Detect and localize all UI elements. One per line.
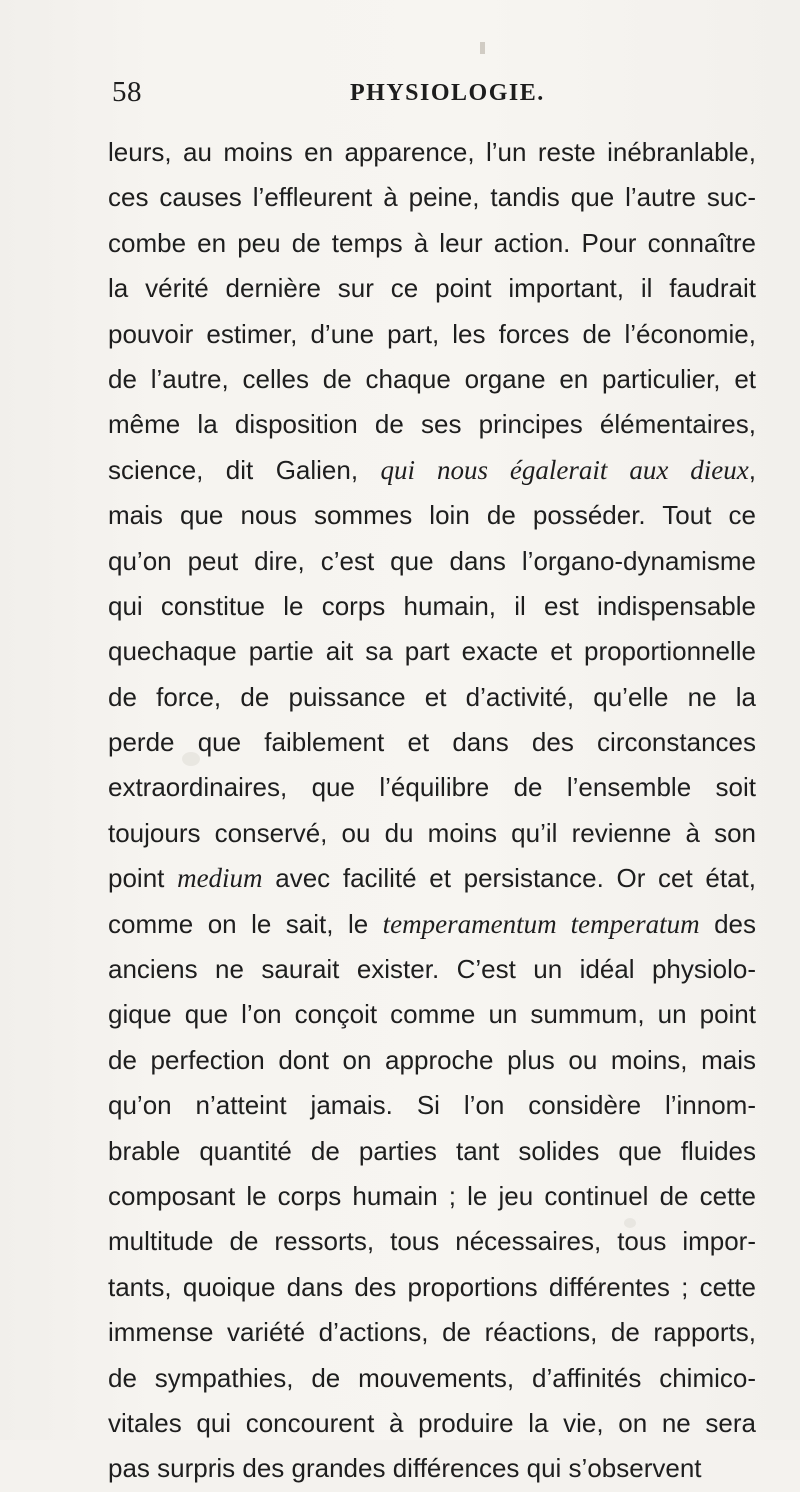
text-run: de perfection dont on approche plus ou moins, mais	[108, 1044, 756, 1075]
text-run: mais que nous sommes loin de posséder. Tout ce	[108, 500, 756, 531]
text-line	[108, 1083, 756, 1128]
page-header	[112, 76, 752, 116]
text-run: ces causes l’effleurent à peine, tandis que l’autre suc-	[108, 182, 756, 213]
text-run: de sympathies, de mouvements, d’affinités chimico-	[108, 1362, 756, 1393]
italic-run: qui nous égalerait aux dieux	[380, 454, 749, 485]
page-number: 58	[112, 76, 142, 108]
text-run: pas surpris des grandes différences qui s’observent	[108, 1453, 702, 1484]
text-line	[108, 402, 756, 447]
text-run: perde que faiblement et dans des circonstances	[108, 727, 756, 758]
text-run: de l’autre, celles de chaque organe en particulier, et	[108, 363, 756, 394]
text-run: extraordinaires, que l’équilibre de l’ensemble soit	[108, 772, 756, 803]
text-line	[108, 765, 756, 810]
text-line	[108, 902, 756, 947]
text-line	[108, 1310, 756, 1355]
running-head: PHYSIOLOGIE.	[350, 80, 545, 106]
text-line	[108, 947, 756, 992]
text-line	[108, 1129, 756, 1174]
text-line	[108, 1038, 756, 1083]
text-line	[108, 221, 756, 266]
text-run: composant le corps humain ; le jeu continuel de cette	[108, 1180, 756, 1211]
text-run: de force, de puissance et d’activité, qu’elle ne la	[108, 681, 756, 712]
text-run: vitales qui concourent à produire la vie, on ne sera	[108, 1407, 756, 1438]
text-line	[108, 856, 756, 901]
text-run: brable quantité de parties tant solides que fluides	[108, 1135, 756, 1166]
print-mark	[480, 42, 485, 54]
text-line	[108, 493, 756, 538]
text-run: toujours conservé, ou du moins qu’il revienne à son	[108, 817, 756, 848]
text-run: qui constitue le corps humain, il est indispensable	[108, 590, 756, 621]
text-run: point	[108, 863, 178, 894]
body-text	[108, 130, 756, 1492]
text-run: qu’on peut dire, c’est que dans l’organo-dynamisme	[108, 545, 756, 576]
text-line	[108, 312, 756, 357]
text-line	[108, 175, 756, 220]
text-run: leurs, au moins en apparence, l’un reste inébranlable,	[108, 137, 756, 167]
text-run: avec facilité et persistance. Or cet état,	[262, 863, 757, 894]
italic-run: temperamentum temperatum	[382, 908, 700, 939]
text-line	[108, 357, 756, 402]
text-line	[108, 539, 756, 584]
text-run: qu’on n’atteint jamais. Si l’on considère l’innom-	[108, 1090, 756, 1121]
text-line	[108, 1265, 756, 1310]
text-run: tants, quoique dans des proportions différentes ; cette	[108, 1271, 756, 1302]
text-run: pouvoir estimer, d’une part, les forces de l’économie,	[108, 318, 756, 349]
text-line	[108, 675, 756, 720]
text-line	[108, 266, 756, 311]
text-line	[108, 584, 756, 629]
italic-run: medium	[177, 863, 263, 894]
text-run: même la disposition de ses principes élémentaires,	[108, 409, 756, 440]
text-run: quechaque partie ait sa part exacte et proportionnelle	[108, 636, 756, 667]
text-run: multitude de ressorts, tous nécessaires, tous impor-	[108, 1226, 756, 1257]
text-line	[108, 629, 756, 674]
text-line	[108, 1356, 756, 1401]
text-run: ,	[748, 454, 756, 485]
text-run: gique que l’on conçoit comme un summum, un point	[108, 999, 756, 1030]
text-line	[108, 448, 756, 493]
text-run: science, dit Galien,	[108, 454, 381, 485]
text-line	[108, 1174, 756, 1219]
text-line	[108, 130, 756, 175]
text-run: des	[699, 908, 756, 939]
text-run: immense variété d’actions, de réactions, de rapports,	[108, 1317, 756, 1348]
text-line	[108, 811, 756, 856]
text-run: comme on le sait, le	[108, 908, 383, 939]
text-line	[108, 1219, 756, 1264]
text-run: la vérité dernière sur ce point important, il faudrait	[108, 273, 756, 304]
text-run: combe en peu de temps à leur action. Pour connaître	[108, 227, 756, 258]
text-line	[108, 720, 756, 765]
text-line	[108, 992, 756, 1037]
text-run: anciens ne saurait exister. C’est un idéal physiolo-	[108, 954, 756, 985]
text-line	[108, 1446, 756, 1491]
